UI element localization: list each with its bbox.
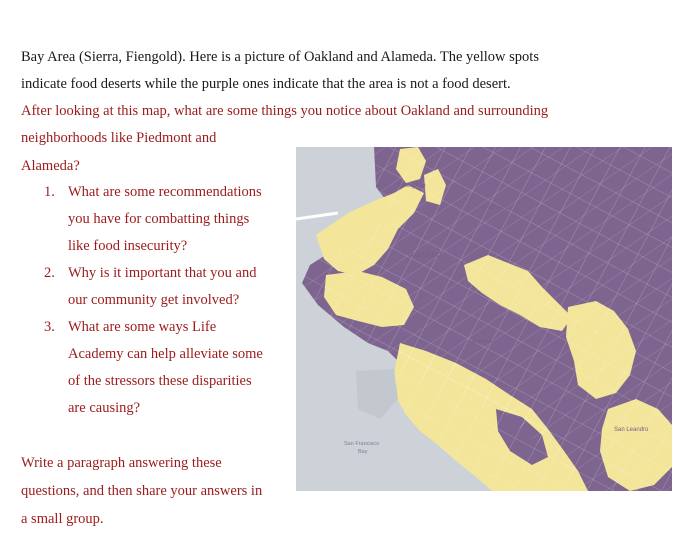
map-label-bay-1: San Francisco: [344, 441, 380, 447]
closing-line-1: Write a paragraph answering these: [21, 455, 222, 471]
question-3-number: 3.: [44, 319, 55, 335]
question-1-number: 1.: [44, 184, 55, 200]
prompt-line-2: neighborhoods like Piedmont and: [21, 130, 217, 146]
map-graphic: [296, 147, 672, 491]
map-label-alameda: Alameda: [472, 339, 496, 345]
question-2-line-1: Why is it important that you and: [68, 265, 257, 281]
closing-line-3: a small group.: [21, 511, 104, 527]
question-3-line-4: are causing?: [68, 400, 141, 416]
question-2-number: 2.: [44, 265, 55, 281]
question-3-line-2: Academy can help alleviate some: [68, 346, 263, 362]
map-label-emeryville: Emeryville: [398, 183, 426, 189]
food-desert-map: [296, 147, 672, 491]
question-1-line-1: What are some recommendations: [68, 184, 262, 200]
question-1-line-3: like food insecurity?: [68, 238, 188, 254]
question-2-line-2: our community get involved?: [68, 292, 240, 308]
prompt-line-1: After looking at this map, what are some things you notice about Oakland and surrounding: [21, 103, 549, 119]
question-1-line-2: you have for combatting things: [68, 211, 250, 227]
map-label-san-leandro: San Leandro: [614, 427, 649, 433]
map-label-bay-2: Bay: [358, 449, 368, 455]
map-label-piedmont: Piedmont: [482, 205, 508, 211]
intro-line-1: Bay Area (Sierra, Fiengold). Here is a picture of Oakland and Alameda. The yellow spots: [21, 49, 539, 65]
map-label-oakland: OAKLAND: [408, 252, 442, 259]
question-3-line-1: What are some ways Life: [68, 319, 217, 335]
intro-line-2: indicate food deserts while the purple ones indicate that the area is not a food desert.: [21, 76, 511, 92]
closing-line-2: questions, and then share your answers in: [21, 483, 263, 499]
prompt-line-3: Alameda?: [21, 158, 80, 174]
question-3-line-3: of the stressors these disparities: [68, 373, 252, 389]
